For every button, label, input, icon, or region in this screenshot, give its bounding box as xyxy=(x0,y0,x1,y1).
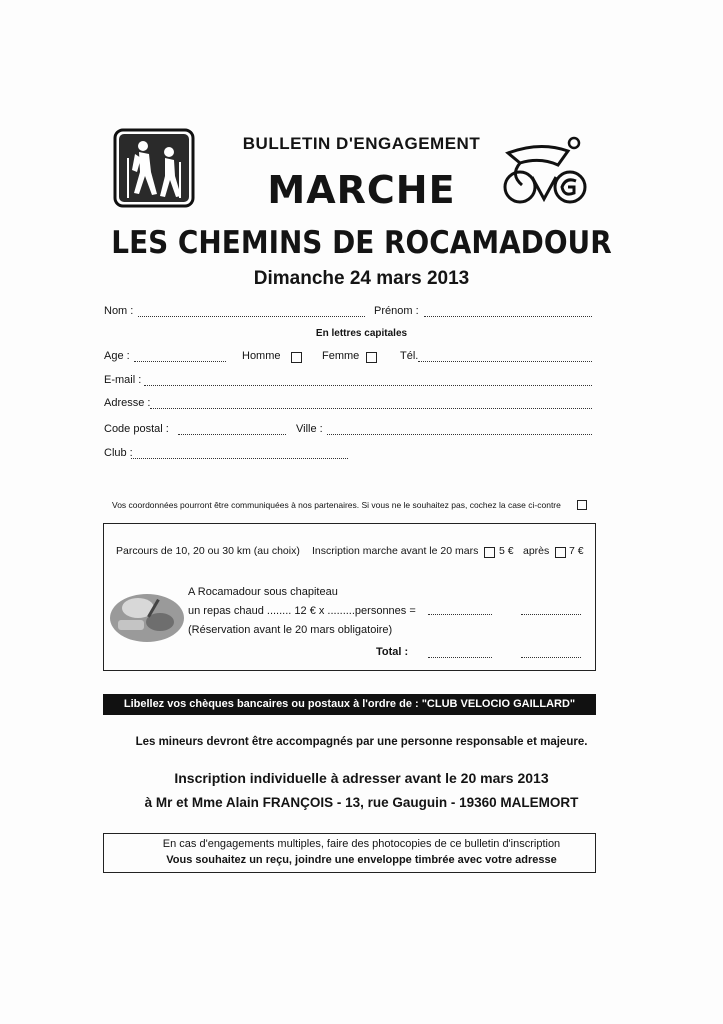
inscription-text: Inscription marche avant le 20 mars xyxy=(312,545,479,557)
email-field[interactable] xyxy=(144,385,592,386)
footer-line1: En cas d'engagements multiples, faire des photocopies de ce bulletin d'inscription xyxy=(162,838,561,850)
capitals-note: En lettres capitales xyxy=(315,328,408,339)
meal-line3: (Réservation avant le 20 mars obligatoire) xyxy=(188,624,393,636)
meal-subtotal-field[interactable] xyxy=(428,614,492,615)
footer-line2: Vous souhaitez un reçu, joindre une enveloppe timbrée avec votre adresse xyxy=(166,854,557,866)
total-field-2[interactable] xyxy=(521,657,581,658)
page-title: MARCHE xyxy=(267,168,456,212)
code-postal-field[interactable] xyxy=(178,434,286,435)
event-name: LES CHEMINS DE ROCAMADOUR xyxy=(111,225,612,261)
ville-label: Ville : xyxy=(296,423,323,435)
event-date: Dimanche 24 mars 2013 xyxy=(253,268,470,289)
price-after-checkbox[interactable] xyxy=(555,547,566,558)
parcours-text: Parcours de 10, 20 ou 30 km (au choix) xyxy=(116,545,300,557)
price-before: 5 € xyxy=(499,545,514,557)
club-label: Club : xyxy=(104,447,133,459)
address-line2: à Mr et Mme Alain FRANÇOIS - 13, rue Gauguin - 19360 MALEMORT xyxy=(144,795,579,810)
total-field-1[interactable] xyxy=(428,657,492,658)
price-after: 7 € xyxy=(569,545,584,557)
age-field[interactable] xyxy=(134,361,226,362)
meal-photo-icon xyxy=(108,588,186,644)
email-label: E-mail : xyxy=(104,374,142,386)
meal-line2: un repas chaud ........ 12 € x .........personnes = xyxy=(188,605,416,617)
address-line1: Inscription individuelle à adresser avant le 20 mars 2013 xyxy=(174,770,549,786)
meal-total-field[interactable] xyxy=(521,614,581,615)
bulletin-subtitle: BULLETIN D'ENGAGEMENT xyxy=(242,134,481,153)
age-label: Age : xyxy=(104,350,130,362)
payment-bar: Libellez vos chèques bancaires ou postaux à l'ordre de : "CLUB VELOCIO GAILLARD" xyxy=(103,694,596,715)
prenom-field[interactable] xyxy=(424,316,592,317)
adresse-label: Adresse : xyxy=(104,397,151,409)
tel-field[interactable] xyxy=(418,361,592,362)
nom-field[interactable] xyxy=(138,316,365,317)
ville-field[interactable] xyxy=(327,434,592,435)
partners-note: Vos coordonnées pourront être communiquées à nos partenaires. Si vous ne le souhaitez pas, cochez la case ci-contre xyxy=(112,500,561,510)
total-label: Total : xyxy=(376,646,409,658)
club-field[interactable] xyxy=(131,458,348,459)
adresse-field[interactable] xyxy=(150,408,592,409)
price-before-checkbox[interactable] xyxy=(484,547,495,558)
code-postal-label: Code postal : xyxy=(104,423,169,435)
meal-line1: A Rocamadour sous chapiteau xyxy=(188,586,338,598)
prenom-label: Prénom : xyxy=(374,305,419,317)
homme-label: Homme xyxy=(242,350,281,362)
apres-label: après xyxy=(523,545,550,557)
femme-label: Femme xyxy=(322,350,360,362)
homme-checkbox[interactable] xyxy=(291,352,302,363)
femme-checkbox[interactable] xyxy=(366,352,377,363)
tel-label: Tél. xyxy=(400,350,419,362)
partners-opt-out-checkbox[interactable] xyxy=(577,500,587,510)
minors-note: Les mineurs devront être accompagnés par une personne responsable et majeure. xyxy=(135,736,588,748)
nom-label: Nom : xyxy=(104,305,134,317)
